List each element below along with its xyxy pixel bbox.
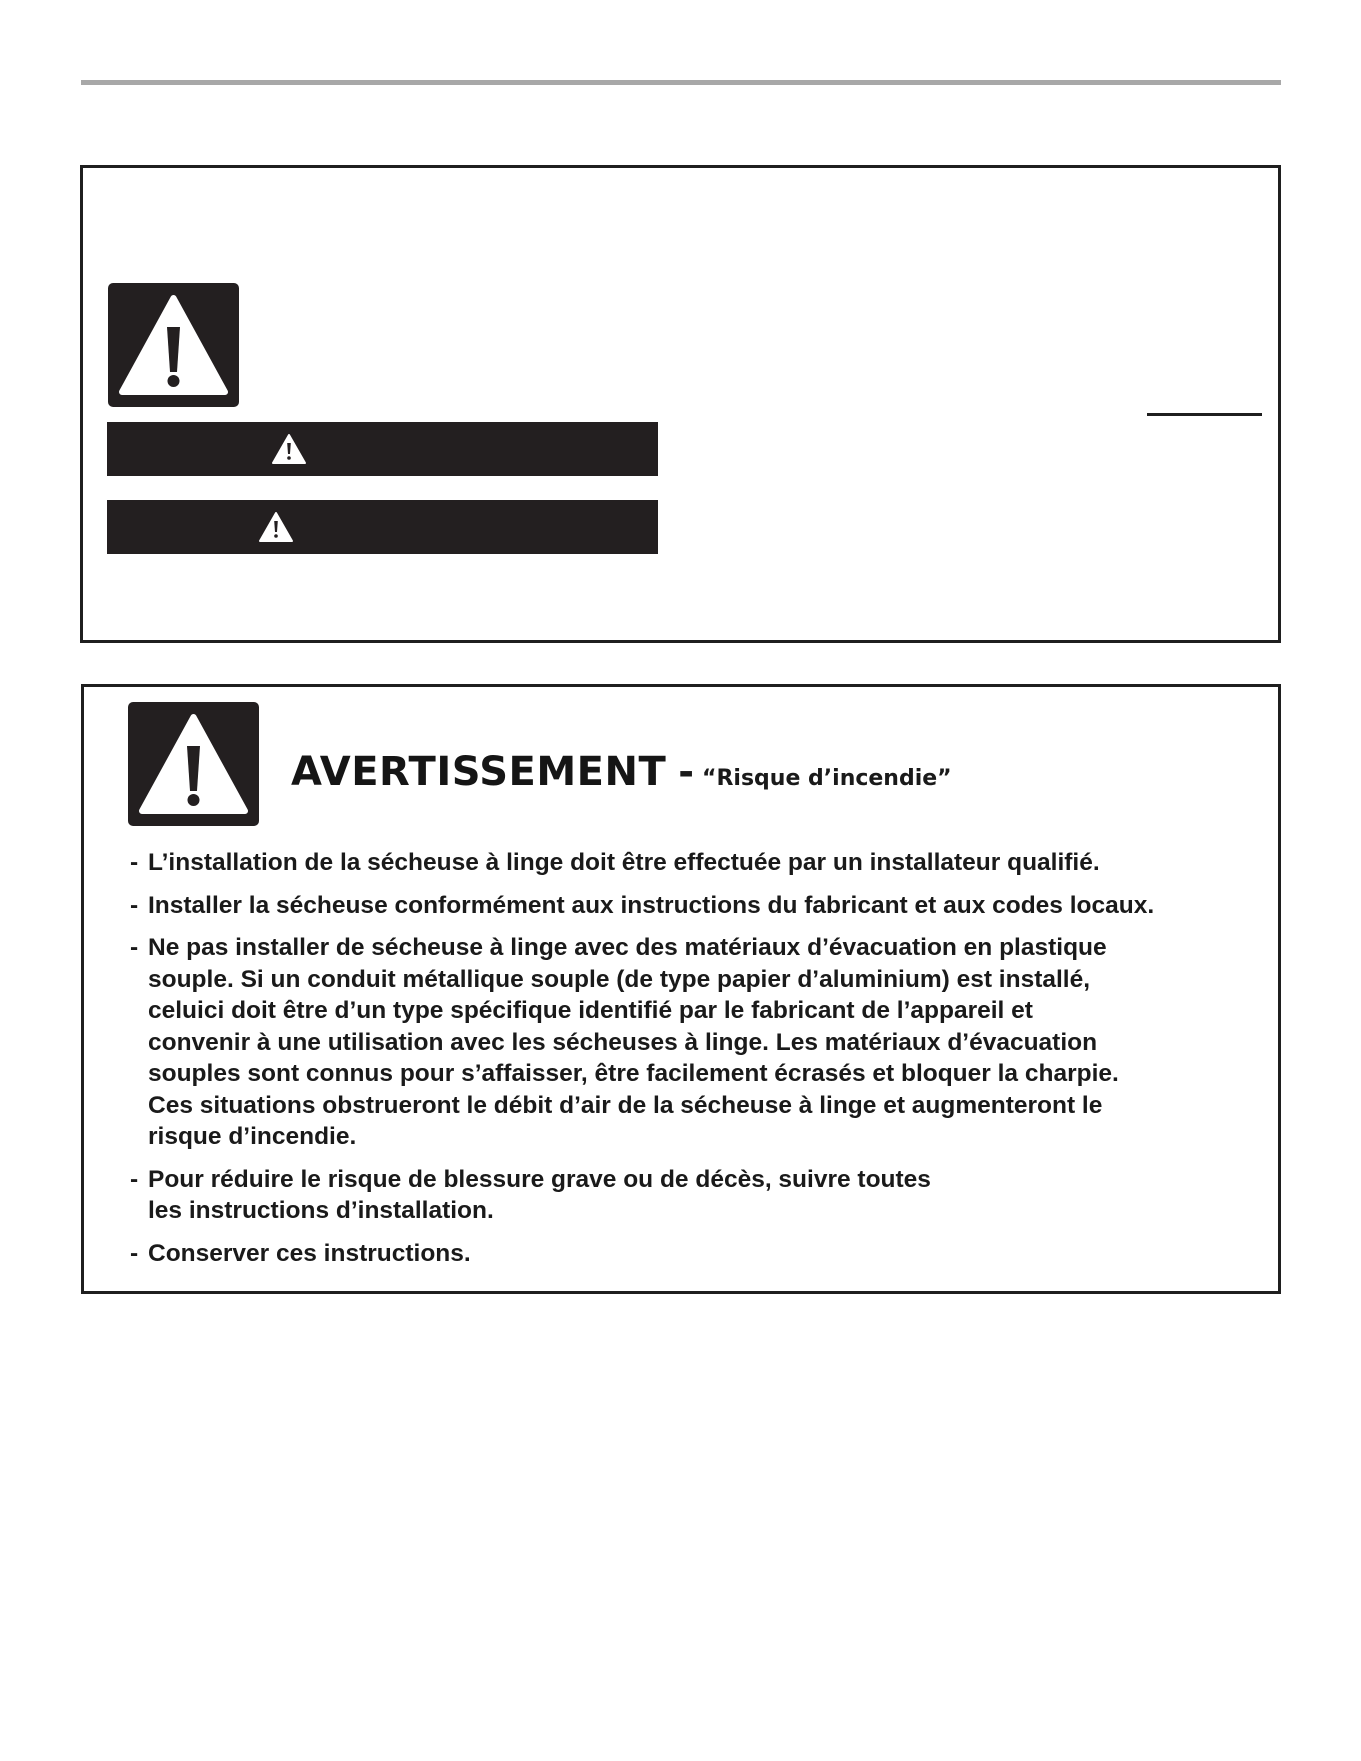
safety-information-box xyxy=(80,165,1281,643)
warning-triangle-icon xyxy=(271,433,307,470)
list-item: - L’installation de la sécheuse à linge doit être effectuée par un installateur qualifié. xyxy=(130,847,1260,879)
list-item: - Pour réduire le risque de blessure grave ou de décès, suivre toutes les instructions d’installation. xyxy=(130,1164,1260,1227)
warning-subtitle: “Risque d’incendie” xyxy=(702,766,952,791)
title-separator: - xyxy=(678,750,695,794)
warning-list xyxy=(130,847,1260,1280)
warning-title: AVERTISSEMENT xyxy=(291,749,667,795)
list-item-text: Installer la sécheuse conformément aux instructions du fabricant et aux codes locaux. xyxy=(148,891,1155,919)
list-item-text: Ne pas installer de sécheuse à linge avec des matériaux d’évacuation en plastique souple. Si un conduit métallique souple (de type papier d’aluminium) est installé, celuici doit être d’un type spécifique identifié par le fabricant de l’appareil et convenir à une utilisation avec les sécheuses à linge. Les matériaux d’évacuation souples sont connus pour s’affaisser, être facilement écrasés et bloquer la charpie. Ces situations obstrueront le débit d’air de la sécheuse à linge et augmenteront le risque d’incendie. xyxy=(148,934,1119,1150)
list-item-text: Conserver ces instructions. xyxy=(148,1239,471,1267)
warning-triangle-icon xyxy=(258,511,294,548)
danger-label-bar xyxy=(107,422,658,476)
list-item-text: Pour réduire le risque de blessure grave ou de décès, suivre toutes les instructions d’installation. xyxy=(148,1165,931,1224)
fire-warning-box xyxy=(81,684,1281,1294)
header-rule xyxy=(81,80,1281,85)
list-item: - Ne pas installer de sécheuse à linge avec des matériaux d’évacuation en plastique souple. Si un conduit métallique souple (de type papier d’aluminium) est installé, celuici doit être d’un type spécifique identifié par le fabricant de l’appareil et convenir à une utilisation avec les sécheuses à linge. Les matériaux d’évacuation souples sont connus pour s’affaisser, être facilement écrasés et bloquer la charpie. Ces situations obstrueront le débit d’air de la sécheuse à linge et augmenteront le risque d’incendie. xyxy=(130,932,1260,1153)
underline-mark xyxy=(1147,413,1262,416)
list-item-text: L’installation de la sécheuse à linge doit être effectuée par un installateur qualifié. xyxy=(148,849,1100,876)
safety-alert-icon xyxy=(108,283,239,407)
list-item: - Installer la sécheuse conformément aux instructions du fabricant et aux codes locaux. xyxy=(130,890,1260,922)
list-item: - Conserver ces instructions. xyxy=(130,1238,1260,1270)
warning-heading xyxy=(291,749,952,795)
warning-label-bar xyxy=(107,500,658,554)
warning-triangle-icon xyxy=(128,702,259,826)
